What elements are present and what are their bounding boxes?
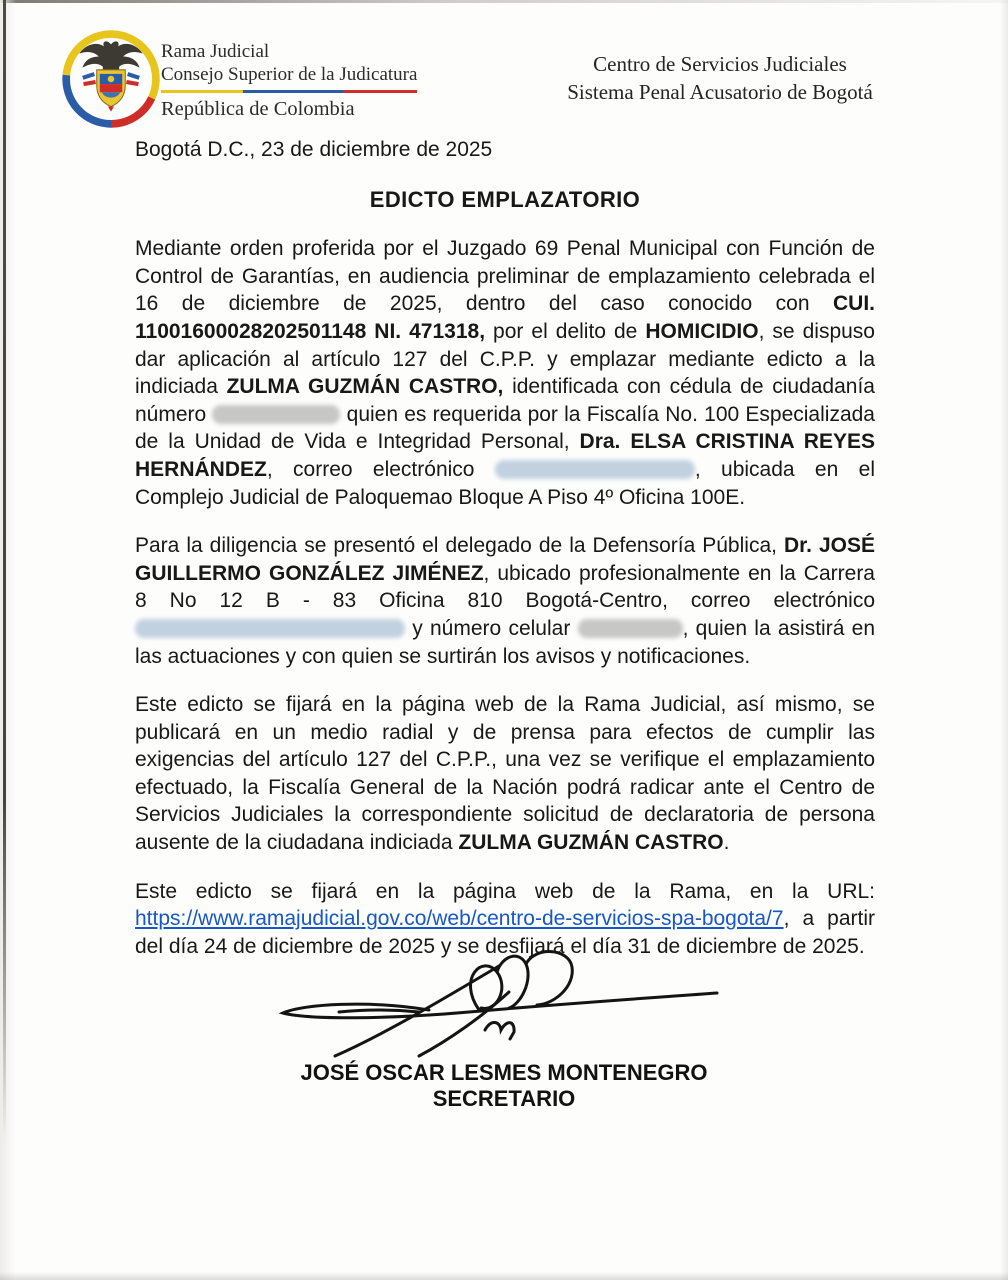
redacted-email: [135, 619, 405, 638]
header-org-line1: Rama Judicial: [161, 41, 270, 62]
rama-judicial-logo: [60, 28, 162, 130]
body-text: y número celular: [405, 616, 578, 640]
body-text: .: [723, 831, 730, 855]
emphasis-text: ZULMA GUZMÁN CASTRO,: [226, 375, 504, 399]
paragraph-publicacion: [135, 691, 875, 857]
emphasis-text: Dra. ELSA CRISTINA REYES HERNÁNDEZ: [135, 430, 875, 481]
redacted-number: [212, 405, 340, 424]
scan-artifact-bottom-shadow: [0, 1272, 1008, 1280]
header-sistema-penal: Sistema Penal Acusatorio de Bogotá: [567, 80, 873, 104]
body-text: , se dispuso dar aplicación al artículo 127 del C.P.P. y emplazar mediante edicto a la indiciada: [135, 319, 875, 399]
body-text: , quien la asistirá en las actuaciones y con quien se surtirán los avisos y notificaciones.: [135, 616, 875, 668]
body-text: Este edicto se fijará en la página web de la Rama, en la URL:: [135, 879, 875, 903]
divider-yellow-segment: [161, 90, 243, 93]
scan-artifact-top-edge: [0, 0, 1008, 3]
body-text: , ubicada en el Complejo Judicial de Paloquemao Bloque A Piso 4º Oficina 100E.: [135, 457, 875, 509]
body-text: identificada con cédula de ciudadanía número: [135, 375, 875, 426]
paragraph-order: [135, 235, 875, 511]
paragraph-defensoria: [135, 532, 875, 670]
date-line: Bogotá D.C., 23 de diciembre de 2025: [135, 138, 493, 161]
emphasis-text: CUI. 11001600028202501148 NI. 471318,: [135, 292, 875, 343]
document-title: EDICTO EMPLAZATORIO: [369, 186, 641, 212]
body-text: Para la diligencia se presentó el delegado de la Defensoría Pública,: [135, 534, 784, 558]
handwritten-signature: [269, 946, 739, 1058]
signature-block: [0, 946, 1008, 1112]
redacted-email: [495, 460, 695, 479]
divider-blue-segment: [243, 90, 343, 93]
header-org-line2: Consejo Superior de la Judicatura: [161, 64, 418, 85]
body-text: por el delito de: [485, 319, 646, 343]
colombia-coat-of-arms-icon: [60, 28, 162, 130]
body-text: , ubicado profesionalmente en la Carrera 8 No 12 B - 83 Oficina 810 Bogotá-Centro, correo electrónico: [135, 561, 875, 613]
body-text: , correo electrónico: [266, 457, 495, 481]
divider-red-segment: [343, 90, 417, 93]
signatory-name: JOSÉ OSCAR LESMES MONTENEGRO: [300, 1060, 708, 1085]
rama-judicial-url-link[interactable]: https://www.ramajudicial.gov.co/web/centro-de-servicios-spa-bogota/7: [135, 907, 784, 931]
emphasis-text: ZULMA GUZMÁN CASTRO: [458, 831, 724, 855]
header-org-line3: República de Colombia: [161, 98, 355, 120]
emphasis-text: Dr. JOSÉ GUILLERMO GONZÁLEZ JIMÉNEZ: [135, 534, 875, 585]
header-center-servicios: Centro de Servicios Judiciales: [593, 52, 847, 76]
header-left-block: [161, 40, 417, 121]
header-right-block: [565, 50, 875, 106]
body-text: Mediante orden proferida por el Juzgado 69 Penal Municipal con Función de Control de Garantías, en audiencia preliminar de emplazamiento celebrada el 16 de diciembre de 2025, dentro del caso conocido con: [135, 237, 875, 316]
body-text: , a partir del día 24 de diciembre de 2025 y se desfijará el día 31 de diciembre de 2025.: [135, 907, 875, 958]
document-body: [135, 136, 875, 981]
signatory-role: SECRETARIO: [432, 1086, 576, 1111]
redacted-number: [578, 619, 683, 638]
body-text: Este edicto se fijará en la página web de la Rama Judicial, así mismo, se publicará en un medio radial y de prensa para efectos de cumplir las exigencias del artículo 127 del C.P.P., una vez se verifique el emplazamiento efectuado, la Fiscalía General de la Nación podrá radicar ante el Centro de Servicios Judiciales la correspondiente solicitud de declaratoria de persona ausente de la ciudadana indiciada: [135, 693, 875, 855]
emphasis-text: HOMICIDIO: [645, 319, 759, 343]
tricolor-divider: [161, 90, 417, 93]
body-text: quien es requerida por la Fiscalía No. 100 Especializada de la Unidad de Vida e Integridad Personal,: [135, 402, 875, 454]
